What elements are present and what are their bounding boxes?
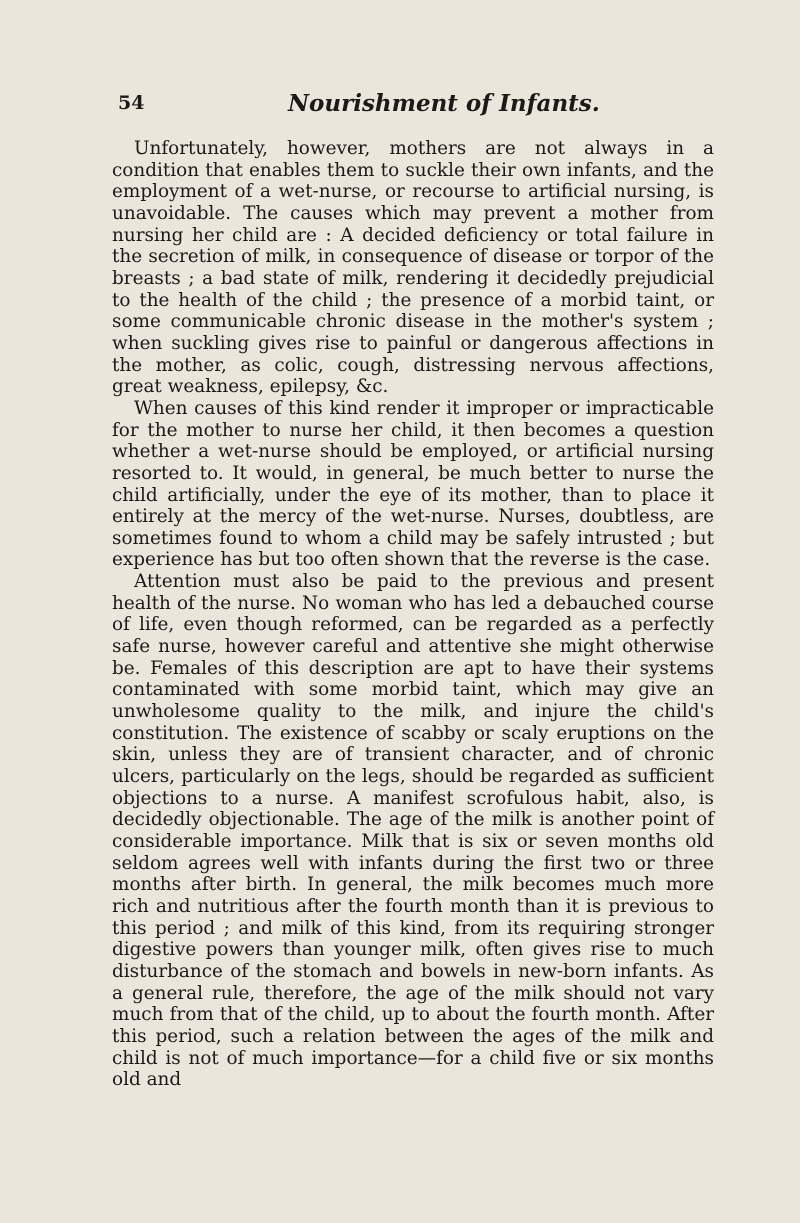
body-text xyxy=(112,138,714,1091)
paragraph: Unfortunately, however, mothers are not always in a condition that enables them to suckle their own infants, and the employment of a wet-nurse, or recourse to artificial nursing, is unavoidable. The causes which may prevent a mother from nursing her child are : A decided deficiency or total failure in the secretion of milk, in consequence of disease or torpor of the breasts ; a bad state of milk, rendering it decidedly prejudicial to the health of the child ; the presence of a morbid taint, or some communicable chronic disease in the mother's system ; when suckling gives rise to painful or dangerous affections in the mother, as colic, cough, distressing nervous affections, great weakness, epilepsy, &c. xyxy=(112,138,714,398)
paragraph: Attention must also be paid to the previous and present health of the nurse. No woman who has led a debauched course of life, even though reformed, can be regarded as a perfectly safe nurse, however careful and attentive she might otherwise be. Females of this description are apt to have their systems contaminated with some morbid taint, which may give an unwholesome quality to the milk, and injure the child's constitution. The existence of scabby or scaly eruptions on the skin, unless they are of transient character, and of chronic ulcers, particularly on the legs, should be regarded as sufficient objections to a nurse. A manifest scrofulous habit, also, is decidedly objectionable. The age of the milk is another point of considerable importance. Milk that is six or seven months old seldom agrees well with infants during the first two or three months after birth. In general, the milk becomes much more rich and nutritious after the fourth month than it is previous to this period ; and milk of this kind, from its requiring stronger digestive powers than younger milk, often gives rise to much disturbance of the stomach and bowels in new-born infants. As a general rule, therefore, the age of the milk should not vary much from that of the child, up to about the fourth month. After this period, such a relation between the ages of the milk and child is not of much importance—for a child five or six months old and xyxy=(112,571,714,1091)
page-number: 54 xyxy=(118,92,145,114)
paragraph: When causes of this kind render it improper or impracticable for the mother to nurse her child, it then becomes a question whether a wet-nurse should be employed, or artificial nursing resorted to. It would, in general, be much better to nurse the child artificially, under the eye of its mother, than to place it entirely at the mercy of the wet-nurse. Nurses, doubtless, are sometimes found to whom a child may be safely intrusted ; but experience has but too often shown that the reverse is the case. xyxy=(112,397,714,571)
page-header xyxy=(118,92,710,124)
running-title: Nourishment of Infants. xyxy=(288,90,600,117)
